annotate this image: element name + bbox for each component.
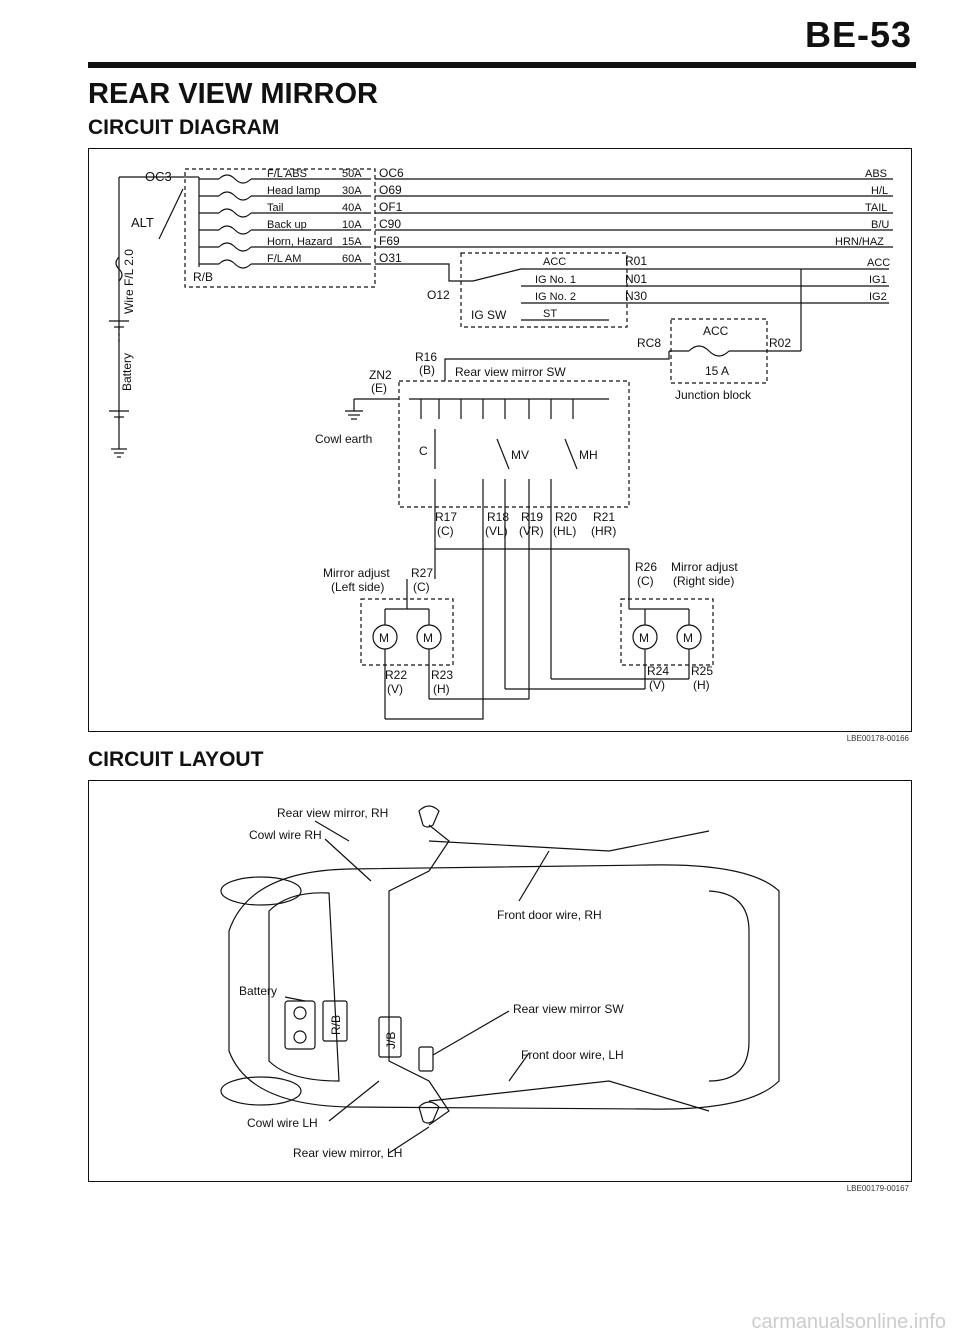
fuse-rating: 50A <box>342 168 362 180</box>
mirror-left-label: Mirror adjust <box>323 566 390 580</box>
circuit-diagram <box>89 149 911 731</box>
ig-output: ACC <box>867 257 891 269</box>
ig-pin: N30 <box>625 289 648 303</box>
fuse-output: TAIL <box>865 202 888 214</box>
front-door-wire-rh <box>429 831 709 851</box>
battery-label: Battery <box>239 984 278 998</box>
wire-fl-label: Wire F/L 2.0 <box>122 249 136 314</box>
fuse-label: Horn, Hazard <box>267 236 333 248</box>
r25-sub-label: (H) <box>693 678 710 692</box>
acc-fuse-label: ACC <box>703 324 729 338</box>
mirror-left-sub-label: (Left side) <box>331 580 385 594</box>
motor-label: M <box>639 631 649 645</box>
front-door-wire-lh <box>429 1081 709 1111</box>
fuse-rating: 40A <box>342 202 362 214</box>
mirror-right-label: Mirror adjust <box>671 560 738 574</box>
mirror-switch-outline <box>399 381 629 507</box>
page-number: BE-53 <box>804 14 912 55</box>
r22-sub-label: (V) <box>387 682 403 696</box>
r20-sub-label: (HL) <box>553 524 577 538</box>
fuse-15a-label: 15 A <box>705 364 730 378</box>
ig-pin: R01 <box>625 254 648 268</box>
fuse-row-0 <box>199 166 893 183</box>
fuse-connector: OF1 <box>379 200 403 214</box>
fuse-rating: 30A <box>342 185 362 197</box>
r18-sub-label: (VL) <box>485 524 508 538</box>
rvm-rh-label: Rear view mirror, RH <box>277 806 389 820</box>
fuse-row-3 <box>199 217 893 234</box>
r22-label: R22 <box>385 668 408 682</box>
fuse-label: Tail <box>267 202 284 214</box>
fuse-connector: C90 <box>379 217 402 231</box>
motor-label: M <box>683 631 693 645</box>
fuse-output: ABS <box>865 168 888 180</box>
circuit-diagram-heading: CIRCUIT DIAGRAM <box>88 116 280 139</box>
motor-label: M <box>379 631 389 645</box>
circuit-diagram-code: LBE00178-00166 <box>846 734 909 743</box>
windshield <box>269 893 339 1081</box>
mv-contact-label: MV <box>511 448 529 462</box>
rvm-lh-label: Rear view mirror, LH <box>293 1146 403 1160</box>
r21-sub-label: (HR) <box>591 524 617 538</box>
fuse-connector: F69 <box>379 234 400 248</box>
fuse-connector: OC6 <box>379 166 404 180</box>
fuse-label: Back up <box>267 219 307 231</box>
fuse-rating: 60A <box>342 253 362 265</box>
mirror-right-sub-label: (Right side) <box>673 574 735 588</box>
circuit-layout <box>89 781 911 1181</box>
r27-label: R27 <box>411 566 434 580</box>
r24-sub-label: (V) <box>649 678 665 692</box>
ig-switch-positions <box>521 254 890 320</box>
r17-label: R17 <box>435 510 458 524</box>
motor-label: M <box>423 631 433 645</box>
fuse-output: H/L <box>871 185 889 197</box>
fuse-row-5 <box>199 251 402 268</box>
r18-label: R18 <box>487 510 510 524</box>
cowl-lh-label: Cowl wire LH <box>247 1116 318 1130</box>
fuse-output: B/U <box>871 219 890 231</box>
zn2-label: ZN2 <box>369 368 392 382</box>
r19-sub-label: (VR) <box>519 524 544 538</box>
ig-pos: ACC <box>543 256 567 268</box>
section-title: REAR VIEW MIRROR <box>88 78 378 110</box>
r16-sub-label: (B) <box>419 363 435 377</box>
cowl-wire-rh <box>389 825 449 931</box>
circuit-diagram-frame <box>88 148 912 743</box>
alt-label: ALT <box>131 215 154 230</box>
ig-output: IG1 <box>869 274 887 286</box>
r23-label: R23 <box>431 668 454 682</box>
r16-label: R16 <box>415 350 438 364</box>
ig-pin: N01 <box>625 272 648 286</box>
fuse-row-1 <box>199 183 893 200</box>
car-body-outline <box>229 865 779 1109</box>
fuse-row-2 <box>199 200 893 217</box>
rc8-label: RC8 <box>637 336 662 350</box>
r02-label: R02 <box>769 336 792 350</box>
rb-label: R/B <box>193 270 214 284</box>
front-door-lh-label: Front door wire, LH <box>521 1048 624 1062</box>
watermark: carmanualsonline.info <box>751 1311 946 1333</box>
r27-sub-label: (C) <box>413 580 430 594</box>
switch-contacts <box>421 399 577 507</box>
fuse-rating: 10A <box>342 219 362 231</box>
ig-pos: IG No. 2 <box>535 291 576 303</box>
junction-block-label: Junction block <box>675 388 752 402</box>
rvm-sw-label: Rear view mirror SW <box>513 1002 624 1016</box>
fuse-rating: 15A <box>342 236 362 248</box>
ig-output: IG2 <box>869 291 887 303</box>
r20-label: R20 <box>555 510 578 524</box>
ig-pos: IG No. 1 <box>535 274 576 286</box>
oc3-label: OC3 <box>145 169 172 184</box>
cowl-rh-label: Cowl wire RH <box>249 828 322 842</box>
right-mirror-shape <box>419 806 439 827</box>
r26-label: R26 <box>635 560 658 574</box>
fuse-label: F/L AM <box>267 253 302 265</box>
relay-box-label: R/B <box>329 1014 343 1035</box>
zn2-sub-label: (E) <box>371 381 387 395</box>
battery-label: Battery <box>120 352 134 391</box>
junction-box-label: J/B <box>384 1031 398 1049</box>
mirror-switch-shape <box>419 1047 433 1071</box>
rear-view-mirror-sw-label: Rear view mirror SW <box>455 365 566 379</box>
r21-label: R21 <box>593 510 616 524</box>
am-feed-wire <box>375 264 473 281</box>
header-rule <box>88 62 916 68</box>
r24-label: R24 <box>647 664 670 678</box>
front-wheel-arch <box>221 1077 301 1105</box>
r26-sub-label: (C) <box>637 574 654 588</box>
ig-pos: ST <box>543 308 558 320</box>
c-contact-label: C <box>419 444 428 458</box>
r17-sub-label: (C) <box>437 524 454 538</box>
r25-label: R25 <box>691 664 714 678</box>
r23-sub-label: (H) <box>433 682 450 696</box>
battery-shape <box>285 1001 315 1049</box>
circuit-layout-code: LBE00179-00167 <box>846 1184 909 1193</box>
front-wheel-arch-right <box>221 877 301 905</box>
fuse-label: Head lamp <box>267 185 321 197</box>
fuse-connector: O69 <box>379 183 402 197</box>
r19-label: R19 <box>521 510 544 524</box>
fuse-output: HRN/HAZ <box>835 236 884 248</box>
rear-window <box>709 891 749 1081</box>
mh-contact-label: MH <box>579 448 598 462</box>
cowl-earth-label: Cowl earth <box>315 432 373 446</box>
o12-label: O12 <box>427 288 450 302</box>
circuit-layout-frame <box>88 780 912 1193</box>
fuse-row-4 <box>199 234 893 251</box>
front-door-rh-label: Front door wire, RH <box>497 908 602 922</box>
fuse-connector: O31 <box>379 251 402 265</box>
fuse-label: F/L ABS <box>267 168 307 180</box>
ig-sw-label: IG SW <box>471 308 507 322</box>
circuit-layout-heading: CIRCUIT LAYOUT <box>88 748 264 771</box>
